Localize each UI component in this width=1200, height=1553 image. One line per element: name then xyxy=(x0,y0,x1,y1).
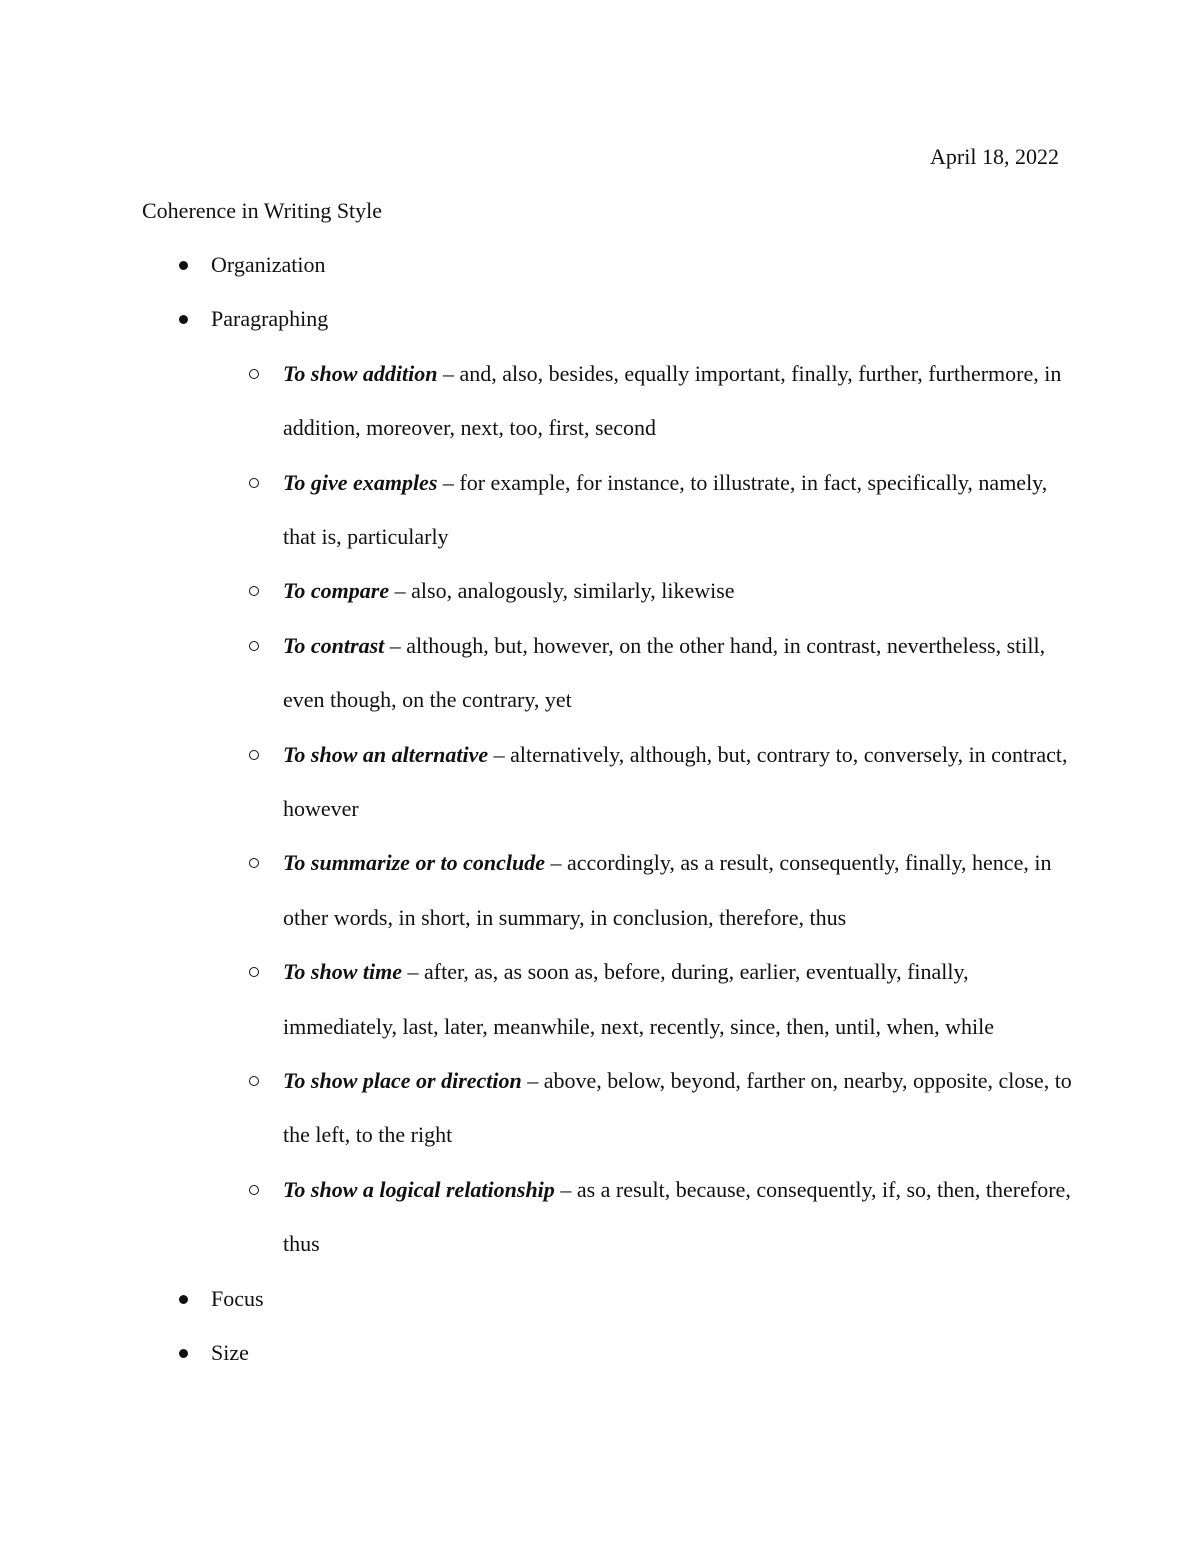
document-title: Coherence in Writing Style xyxy=(142,198,383,223)
list-item xyxy=(0,468,1200,577)
bullet-label: Organization xyxy=(211,252,326,277)
bullet-item-focus xyxy=(0,1284,1200,1338)
transition-category: To show time xyxy=(283,959,402,985)
hollow-circle-bullet-icon xyxy=(249,586,259,596)
transition-category: To show place or direction xyxy=(283,1067,522,1093)
dash-separator: – xyxy=(437,360,460,386)
bullet-label: Size xyxy=(211,1339,249,1365)
transition-words: as a result, because, consequently, if, so, then, therefore, thus xyxy=(283,1176,1071,1257)
dash-separator: – xyxy=(488,741,511,767)
dash-separator: – xyxy=(402,959,424,985)
hollow-circle-bullet-icon xyxy=(249,1185,259,1195)
list-item xyxy=(0,1175,1200,1284)
transition-words: also, analogously, similarly, likewise xyxy=(411,578,735,604)
hollow-circle-bullet-icon xyxy=(249,478,259,488)
transition-words: alternatively, although, but, contrary to, conversely, in contract, however xyxy=(283,741,1068,821)
hollow-circle-bullet-icon xyxy=(249,641,259,651)
bullet-label: Focus xyxy=(211,1285,264,1311)
transition-word-list xyxy=(0,359,1200,1284)
transition-category: To show an alternative xyxy=(283,741,489,767)
hollow-circle-bullet-icon xyxy=(249,967,259,977)
hollow-circle-bullet-icon xyxy=(249,750,259,760)
list-item xyxy=(0,1066,1200,1175)
filled-circle-bullet-icon xyxy=(179,1295,188,1304)
transition-words: for example, for instance, to illustrate, in fact, specifically, namely, that is, particularly xyxy=(283,469,1048,549)
list-item xyxy=(0,631,1200,740)
bullet-label: Paragraphing xyxy=(211,306,329,332)
dash-separator: – xyxy=(389,578,412,604)
filled-circle-bullet-icon xyxy=(179,261,188,270)
dash-separator: – xyxy=(437,469,460,495)
list-item xyxy=(0,848,1200,957)
dash-separator: – xyxy=(521,1067,544,1093)
dash-separator: – xyxy=(545,850,567,876)
list-item xyxy=(0,740,1200,849)
hollow-circle-bullet-icon xyxy=(249,369,259,379)
hollow-circle-bullet-icon xyxy=(249,1076,259,1086)
bullet-item-paragraphing xyxy=(0,304,1200,1283)
transition-words: above, below, beyond, farther on, nearby, opposite, close, to the left, to the right xyxy=(283,1067,1072,1148)
list-item xyxy=(0,359,1200,468)
transition-category: To compare xyxy=(283,578,390,604)
dash-separator: – xyxy=(384,632,407,658)
dash-separator: – xyxy=(554,1176,577,1202)
transition-category: To give examples xyxy=(283,469,438,495)
transition-words: accordingly, as a result, consequently, finally, hence, in other words, in short, in summary, in conclusion, therefore, thus xyxy=(283,850,1052,930)
transition-category: To show addition xyxy=(283,360,438,386)
hollow-circle-bullet-icon xyxy=(249,858,259,868)
transition-category: To summarize or to conclude xyxy=(283,850,545,876)
outline-list xyxy=(0,250,1200,1392)
document-date: April 18, 2022 xyxy=(930,144,1059,169)
transition-category: To contrast xyxy=(283,632,385,658)
bullet-item-organization xyxy=(0,250,1200,304)
bullet-item-size xyxy=(0,1338,1200,1392)
transition-words: after, as, as soon as, before, during, earlier, eventually, finally, immediately, last, later, meanwhile, next, recently, since, then, until, when, while xyxy=(283,959,995,1039)
transition-words: and, also, besides, equally important, finally, further, furthermore, in addition, moreover, next, too, first, second xyxy=(283,360,1062,441)
transition-words: although, but, however, on the other hand, in contrast, nevertheless, still, even though, on the contrary, yet xyxy=(283,632,1046,713)
filled-circle-bullet-icon xyxy=(179,1349,188,1358)
transition-category: To show a logical relationship xyxy=(283,1176,555,1202)
list-item xyxy=(0,957,1200,1066)
filled-circle-bullet-icon xyxy=(179,315,188,324)
